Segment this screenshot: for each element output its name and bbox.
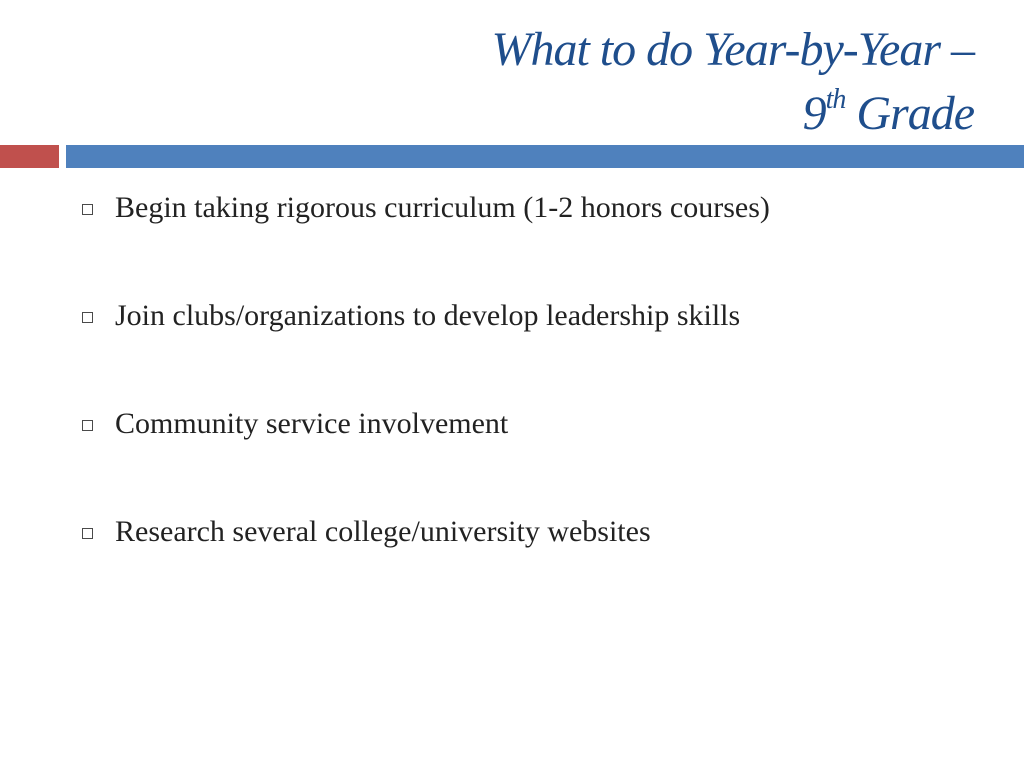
bullet-text: Begin taking rigorous curriculum (1-2 honors courses) (115, 191, 770, 224)
title-grade-number: 9 (802, 87, 826, 140)
square-bullet-icon (82, 204, 93, 215)
bullet-item (82, 510, 770, 618)
title-grade-suffix: th (825, 84, 846, 115)
bullet-list (82, 186, 770, 618)
accent-bar-blue (66, 145, 1024, 168)
bullet-text: Research several college/university websites (115, 515, 651, 548)
bullet-text: Community service involvement (115, 407, 509, 440)
square-bullet-icon (82, 312, 93, 323)
title-grade-word: Grade (845, 87, 974, 140)
square-bullet-icon (82, 528, 93, 539)
square-bullet-icon (82, 420, 93, 431)
bullet-item (82, 294, 770, 402)
bullet-text: Join clubs/organizations to develop leadership skills (115, 299, 741, 332)
bullet-item (82, 186, 770, 294)
accent-bar-red (0, 145, 59, 168)
slide-title (74, 18, 974, 146)
bullet-item (82, 402, 770, 510)
title-line-1: What to do Year-by-Year – (491, 23, 974, 76)
title-line-2 (74, 82, 974, 146)
